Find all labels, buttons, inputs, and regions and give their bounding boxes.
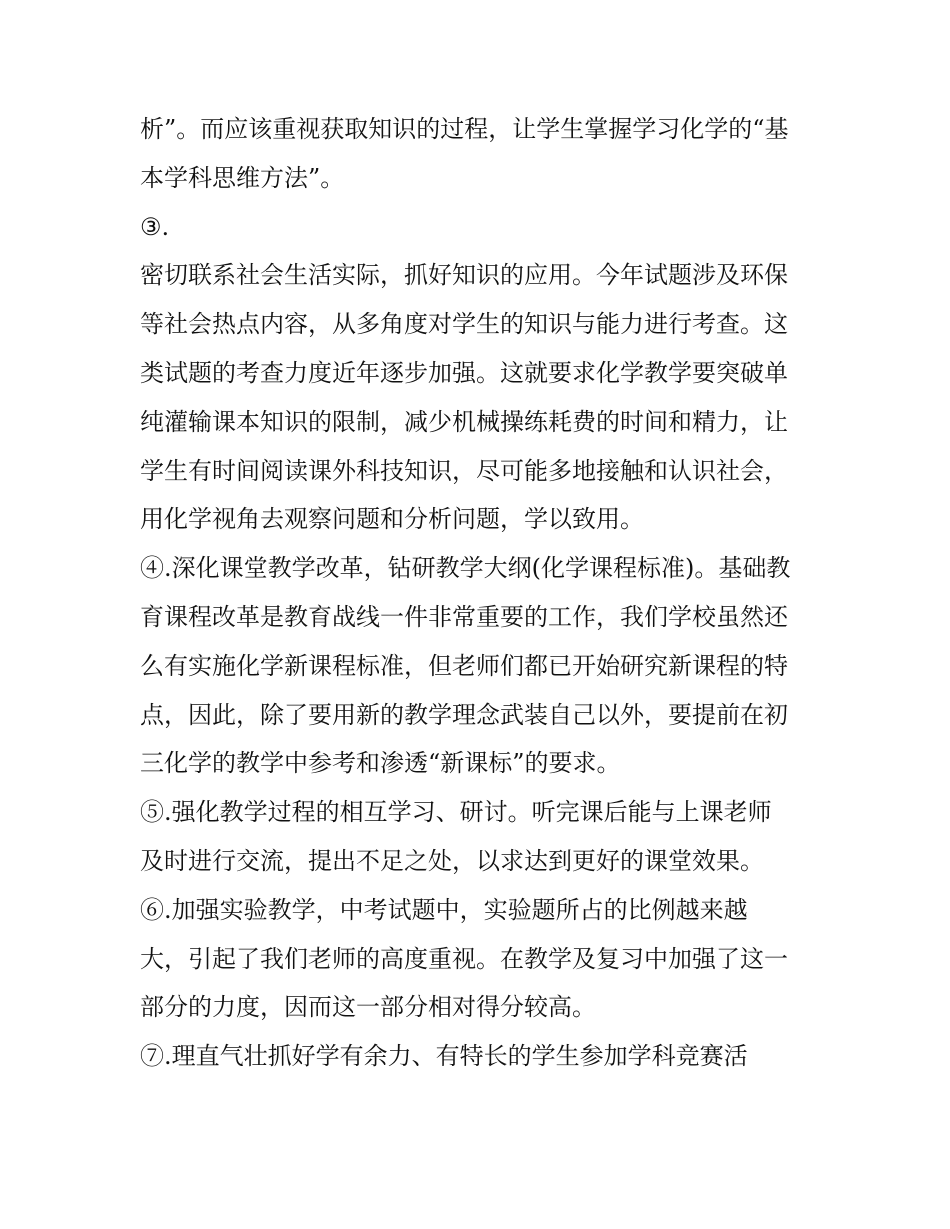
- text-line: 本学科思维方法”。: [140, 163, 345, 192]
- item-6-line: ⑥.加强实验教学，中考试题中，实验题所占的比例越来越: [140, 895, 748, 924]
- text-line: 及时进行交流，提出不足之处，以求达到更好的课堂效果。: [140, 846, 764, 875]
- text-line: 大，引起了我们老师的高度重视。在教学及复习中加强了这一: [140, 944, 788, 973]
- text-line: 点，因此，除了要用新的教学理念武装自己以外，要提前在初: [140, 700, 788, 729]
- document-page: [140, 105, 820, 1081]
- item-3-marker: ③.: [140, 212, 170, 241]
- text-line: 纯灌输课本知识的限制，减少机械操练耗费的时间和精力，让: [140, 407, 788, 436]
- text-line: 类试题的考查力度近年逐步加强。这就要求化学教学要突破单: [140, 358, 788, 387]
- text-line: 密切联系社会生活实际，抓好知识的应用。今年试题涉及环保: [140, 261, 788, 290]
- text-line: 育课程改革是教育战线一件非常重要的工作，我们学校虽然还: [140, 602, 788, 631]
- text-line: 析”。而应该重视获取知识的过程，让学生掌握学习化学的“基: [140, 115, 789, 143]
- text-line: 么有实施化学新课程标准，但老师们都已开始研究新课程的特: [140, 651, 788, 680]
- item-4-line: ④.深化课堂教学改革，钻研教学大纲(化学课程标准)。基础教: [140, 554, 791, 583]
- text-line: 学生有时间阅读课外科技知识，尽可能多地接触和认识社会，: [140, 456, 788, 485]
- item-5-line: ⑤.强化教学过程的相互学习、研讨。听完课后能与上课老师: [140, 798, 772, 827]
- text-line: 三化学的教学中参考和渗透“新课标”的要求。: [140, 749, 621, 778]
- text-line: 部分的力度，因而这一部分相对得分较高。: [140, 993, 596, 1022]
- text-line: 等社会热点内容，从多角度对学生的知识与能力进行考查。这: [140, 310, 788, 339]
- text-line: 用化学视角去观察问题和分析问题，学以致用。: [140, 505, 644, 534]
- item-7-line: ⑦.理直气壮抓好学有余力、有特长的学生参加学科竞赛活: [140, 1042, 748, 1071]
